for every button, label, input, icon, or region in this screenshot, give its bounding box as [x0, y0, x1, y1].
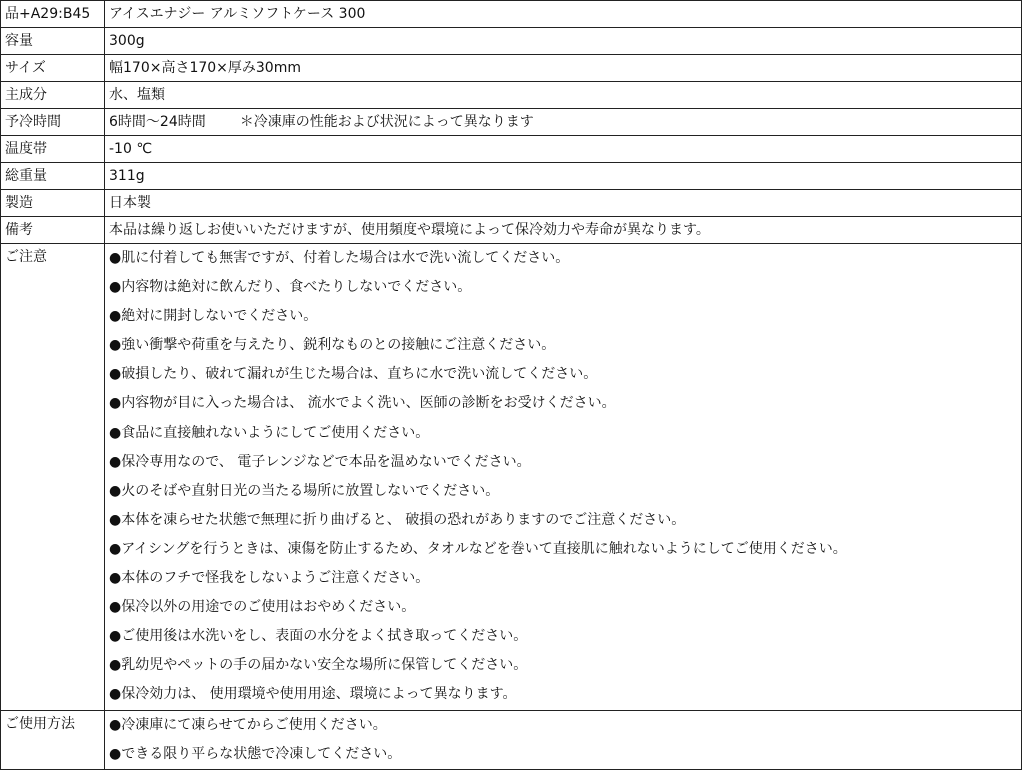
spec-value[interactable]: アイスエナジー アルミソフトケース 300	[105, 1, 1022, 28]
cautions-list[interactable]	[105, 244, 1022, 711]
spec-value[interactable]	[105, 109, 1022, 136]
spec-row-size	[1, 55, 1022, 82]
spec-row-cautions	[1, 244, 1022, 711]
spec-label[interactable]: 品+A29:B45	[1, 1, 105, 28]
spec-label[interactable]: 主成分	[1, 82, 105, 109]
spec-value[interactable]: 300g	[105, 28, 1022, 55]
precool-time-note: ＊冷凍庫の性能および状況によって異なります	[239, 114, 534, 130]
spec-row-usage	[1, 710, 1022, 769]
spec-label[interactable]: 備考	[1, 217, 105, 244]
caution-item: ●破損したり、破れて漏れが生じた場合は、直ちに水で洗い流してください。	[109, 366, 598, 383]
spec-row-precool-time	[1, 109, 1022, 136]
spec-label[interactable]: 製造	[1, 190, 105, 217]
caution-item: ●内容物は絶対に飲んだり、食べたりしないでください。	[109, 279, 472, 296]
caution-item: ●肌に付着しても無害ですが、付着した場合は水で洗い流してください。	[109, 250, 570, 266]
spec-value[interactable]: 本品は繰り返しお使いいただけますが、使用頻度や環境によって保冷効力や寿命が異なります。	[105, 217, 1022, 244]
usage-item: ●できる限り平らな状態で冷凍してください。	[109, 745, 402, 762]
spec-row-ingredients	[1, 82, 1022, 109]
spec-row-product	[1, 1, 1022, 28]
caution-item: ●食品に直接触れないようにしてご使用ください。	[109, 424, 430, 441]
caution-item: ●乳幼児やペットの手の届かない安全な場所に保管してください。	[109, 657, 528, 674]
spec-label[interactable]: 温度帯	[1, 136, 105, 163]
precool-time-value: 6時間～24時間	[109, 114, 206, 130]
usage-item: ●冷凍庫にて凍らせてからご使用ください。	[109, 716, 387, 733]
caution-item: ●保冷以外の用途でのご使用はおやめください。	[109, 599, 416, 616]
caution-item: ●強い衝撃や荷重を与えたり、鋭利なものとの接触にご注意ください。	[109, 337, 556, 354]
caution-item: ●火のそばや直射日光の当たる場所に放置しないでください。	[109, 482, 500, 499]
spec-row-manufacture	[1, 190, 1022, 217]
spec-value[interactable]: 日本製	[105, 190, 1022, 217]
spec-value[interactable]: 水、塩類	[105, 82, 1022, 109]
caution-item: ●本体のフチで怪我をしないようご注意ください。	[109, 570, 430, 587]
caution-item: ●本体を凍らせた状態で無理に折り曲げると、 破損の恐れがありますのでご注意ください。	[109, 511, 686, 528]
caution-item: ●保冷専用なので、 電子レンジなどで本品を温めないでください。	[109, 453, 531, 470]
caution-item: ●保冷効力は、 使用環境や使用用途、環境によって異なります。	[109, 686, 517, 703]
caution-item: ●内容物が目に入った場合は、 流水でよく洗い、医師の診断をお受けください。	[109, 395, 616, 412]
caution-item: ●ご使用後は水洗いをし、表面の水分をよく拭き取ってください。	[109, 628, 528, 645]
spec-value[interactable]: 幅170×高さ170×厚み30mm	[105, 55, 1022, 82]
spec-row-total-weight	[1, 163, 1022, 190]
spec-row-remarks	[1, 217, 1022, 244]
caution-item: ●絶対に開封しないでください。	[109, 308, 318, 325]
spec-row-temperature	[1, 136, 1022, 163]
spec-label[interactable]: 容量	[1, 28, 105, 55]
spec-value[interactable]: -10 ℃	[105, 136, 1022, 163]
caution-item: ●アイシングを行うときは、凍傷を防止するため、タオルなどを巻いて直接肌に触れないようにしてご使用ください。	[109, 540, 847, 557]
usage-label[interactable]: ご使用方法	[1, 710, 105, 769]
usage-list[interactable]	[105, 710, 1022, 769]
cautions-label[interactable]: ご注意	[1, 244, 105, 711]
spec-value[interactable]: 311g	[105, 163, 1022, 190]
spec-label[interactable]: 予冷時間	[1, 109, 105, 136]
spec-label[interactable]: 総重量	[1, 163, 105, 190]
spec-label[interactable]: サイズ	[1, 55, 105, 82]
spec-row-capacity	[1, 28, 1022, 55]
